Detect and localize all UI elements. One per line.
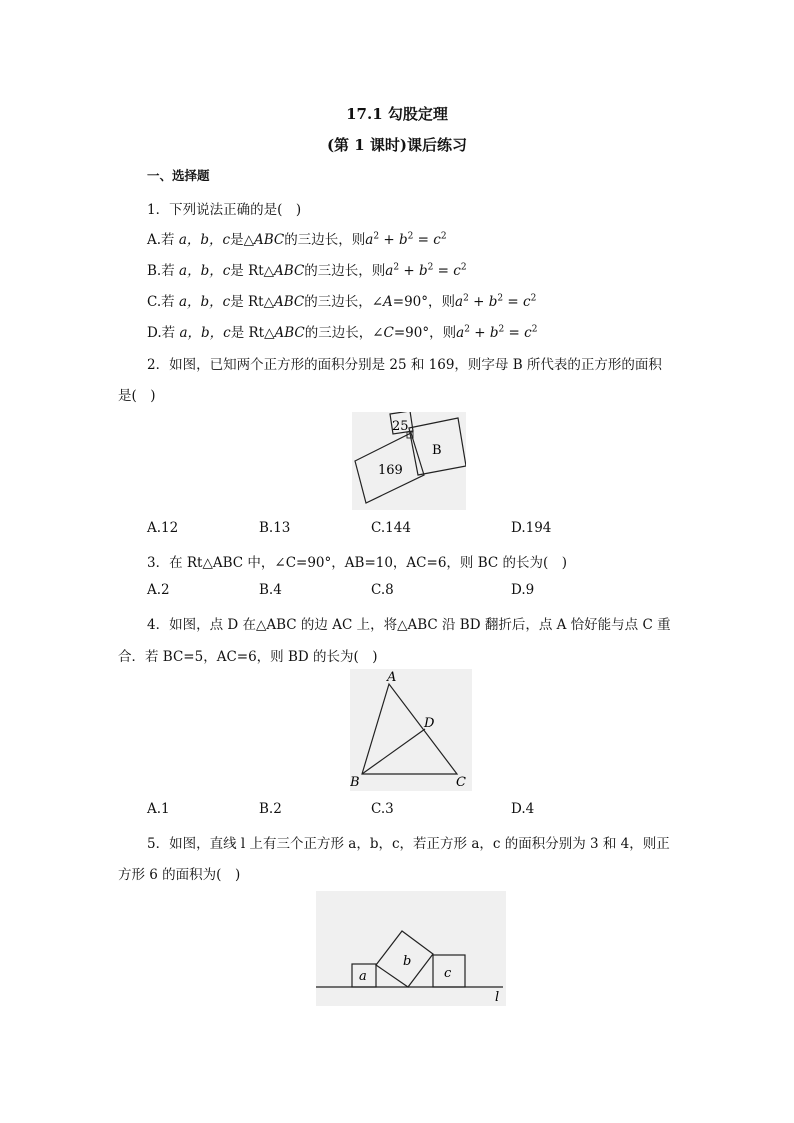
q2-stem-line2: 是( ) — [118, 388, 156, 404]
q4-option-b[interactable]: B.2 — [259, 801, 282, 817]
q4-stem-line1: 4．如图，点 D 在△ABC 的边 AC 上，将△ABC 沿 BD 翻折后，点 A 恰好能与点 C 重 — [147, 617, 671, 633]
q3-option-c[interactable]: C.8 — [371, 582, 394, 598]
q4-option-a[interactable]: A.1 — [147, 801, 170, 817]
label-a: A — [387, 670, 397, 685]
q3-stem: 3．在 Rt△ABC 中，∠C=90°，AB=10，AC=6，则 BC 的长为( ) — [147, 555, 568, 571]
q2-figure — [352, 412, 466, 510]
segment-bd — [362, 729, 425, 774]
label-25: 25 — [392, 419, 409, 434]
triangle-abc — [362, 684, 457, 774]
q5-stem-line1: 5．如图，直线 l 上有三个正方形 a，b，c，若正方形 a，c 的面积分别为 3 和 4，则正 — [147, 836, 670, 852]
q3-option-a[interactable]: A.2 — [147, 582, 170, 598]
label-d: D — [424, 716, 435, 731]
q1-option-b[interactable]: B.若 a，b，c是 Rt△ABC的三边长，则$a^2 + b^2 = c^2$ — [147, 262, 467, 279]
section-heading: 一、选择题 — [147, 168, 210, 183]
q2-option-c[interactable]: C.144 — [371, 520, 411, 536]
q1-option-c[interactable]: C.若 a，b，c是 Rt△ABC的三边长，∠A=90°，则$a^2 + b^2 = c^2$ — [147, 293, 537, 310]
label-b: B — [432, 443, 442, 458]
q4-stem-line2: 合．若 BC=5，AC=6，则 BD 的长为( ) — [118, 649, 378, 665]
label-b: b — [403, 954, 412, 969]
q4-figure — [350, 669, 472, 791]
q2-option-a[interactable]: A.12 — [147, 520, 179, 536]
q1-stem: 1．下列说法正确的是( ) — [147, 202, 302, 218]
q3-option-b[interactable]: B.4 — [259, 582, 282, 598]
q2-option-b[interactable]: B.13 — [259, 520, 291, 536]
q3-option-d[interactable]: D.9 — [511, 582, 535, 598]
label-c: c — [444, 966, 452, 981]
q5-stem-line2: 方形 6 的面积为( ) — [118, 867, 241, 883]
q4-option-d[interactable]: D.4 — [511, 801, 535, 817]
q5-figure — [316, 891, 506, 1006]
label-c: C — [456, 775, 466, 790]
page-subtitle: (第 1 课时)课后练习 — [326, 136, 468, 154]
q2-stem-line1: 2．如图，已知两个正方形的面积分别是 25 和 169，则字母 B 所代表的正方形的面积 — [147, 357, 662, 373]
label-b: B — [350, 775, 360, 790]
q1-option-a[interactable]: A.若 a，b，c是△ABC的三边长，则$a^2 + b^2 = c^2$ — [147, 231, 447, 248]
label-169: 169 — [378, 463, 403, 478]
q2-option-d[interactable]: D.194 — [511, 520, 552, 536]
q1-option-d[interactable]: D.若 a，b，c是 Rt△ABC的三边长，∠C=90°，则$a^2 + b^2 = c^2$ — [147, 324, 538, 341]
label-a: a — [359, 969, 367, 984]
q4-option-c[interactable]: C.3 — [371, 801, 394, 817]
page-title: 17.1 勾股定理 — [346, 105, 448, 123]
label-l: l — [495, 990, 500, 1005]
